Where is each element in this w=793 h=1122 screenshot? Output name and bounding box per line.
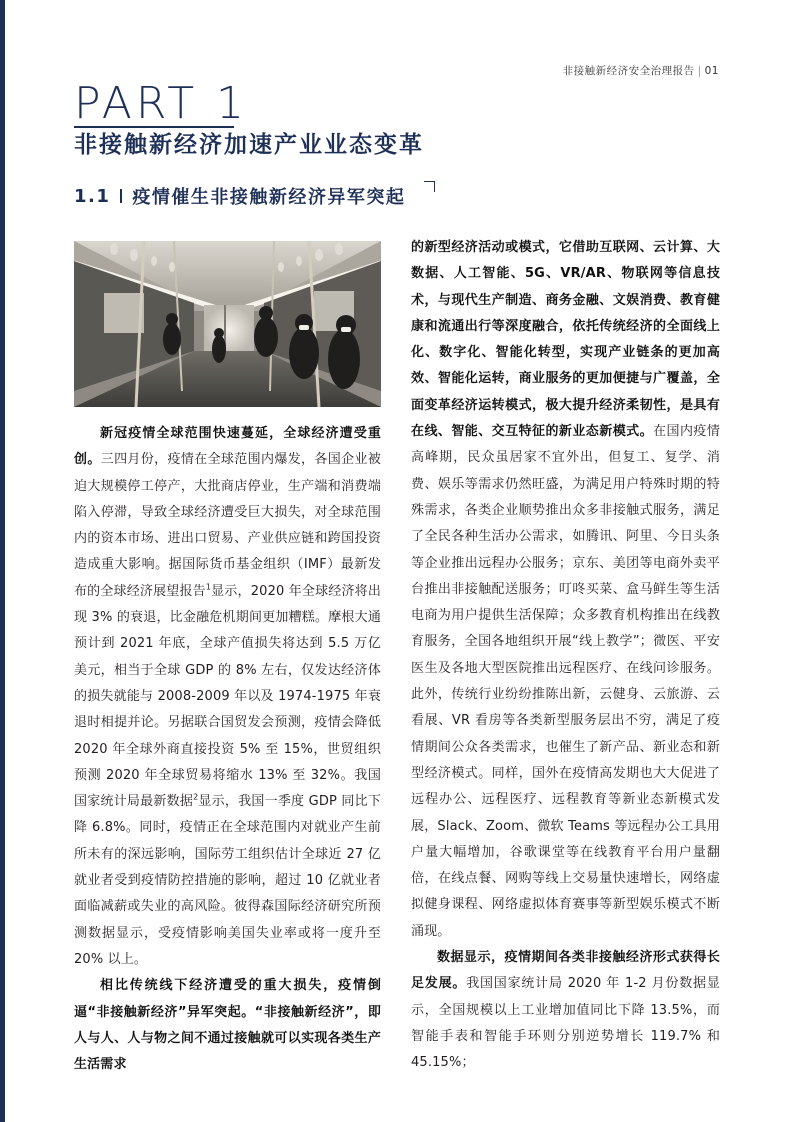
paragraph-1-body-c: 显示，我国一季度 GDP 同比下降 6.8%。同时，疫情正在全球范围内对就业产生前所未有的深远影响，国际劳工组织估计全球近 27 亿就业者受到疫情防控措施的影响，超过 10 亿就业者面临减薪或失业的高风险。彼得森国际经济研究所预测数据显示，受疫情影响美国失业率或将一度升至 20% 以上。 [74,794,381,967]
paragraph-1-body-a: 三四月份，疫情在全球范围内爆发，各国企业被迫大规模停工停产，大批商店停业，生产端和消费端陷入停滞，导致全球经济遭受巨大损失，对全球范围内的资本市场、进出口贸易、产业供应链和跨国投资造成重大影响。据国际货币基金组织（IMF）最新发布的全球经济展望报告 [74,452,381,599]
paragraph-3 [411,945,720,1076]
paragraph-2-lead-right: 的新型经济活动或模式，它借助互联网、云计算、大数据、人工智能、5G、VR/AR、物联网等信息技术，与现代生产制造、商务金融、文娱消费、教育健康和流通出行等深度融合，依托传统经济的全面线上化、数字化、智能化转型，实现产业链条的更加高效、智能化运转，商业服务的更加便捷与广覆盖，全面变革经济运转模式，极大提升经济柔韧性，是具有在线、智能、交互特征的新业态新模式。 [411,240,720,440]
left-column [74,421,381,1078]
subway-photo-illustration [74,241,381,407]
part-label-text: PART 1 [74,78,249,129]
part-title: 非接触新经济加速产业业态变革 [74,132,424,158]
paragraph-2-body: 在国内疫情高峰期，民众虽居家不宜外出，但复工、复学、消费、娱乐等需求仍然旺盛，为满足用户特殊时期的特殊需求，各类企业顺势推出众多非接触式服务，满足了全民各种生活办公需求，如腾讯、阿里、今日头条等企业推出远程办公服务；京东、美团等电商外卖平台推出非接触配送服务；叮咚买菜、盒马鲜生等生活电商为用户提供生活保障；众多教育机构推出在线教育服务，全国各地组织开展“线上教学”；微医、平安医生及各地大型医院推出远程医疗、在线问诊服务。此外，传统行业纷纷推陈出新，云健身、云旅游、云看展、VR 看房等各类新型服务层出不穷，满足了疫情期间公众各类需求，也催生了新产品、新业态和新型经济模式。同样，国外在疫情高发期也大大促进了远程办公、远程医疗、远程教育等新业态新模式发展，Slack、Zoom、微软 Teams 等远程办公工具用户量大幅增加，谷歌课堂等在线教育平台用户量翻倍，在线点餐、网购等线上交易量快速增长，网络虚拟健身课程、网络虚拟体育赛事等新型娱乐模式不断涌现。 [411,424,720,939]
section-number: 1.1 [74,185,111,207]
paragraph-1 [74,421,381,973]
section-heading [74,183,405,209]
right-column [411,235,720,1077]
paragraph-2-lead-left: 相比传统线下经济遭受的重大损失，疫情倒逼“非接触新经济”异军突起。“非接触新经济”，即人与人、人与物之间不通过接触就可以实现各类生产生活需求 [74,978,381,1073]
paragraph-1-body-b: 显示，2020 年全球经济将出现 3% 的衰退，比金融危机期间更加糟糕。摩根大通预计到 2021 年底，全球产值损失将达到 5.5 万亿美元，相当于全球 GDP 的 8% 左右，仅发达经济体的损失就能与 2008-2009 年以及 1974-1975 年衰退时相提并论。另据联合国贸发会预测，疫情会降低 2020 年全球外商直接投资 5% 至 15%，世贸组织预测 2020 年全球贸易将缩水 13% 至 32%。我国国家统计局最新数据 [74,583,381,810]
running-header [563,63,719,78]
section-divider [120,189,122,203]
paragraph-1-lead: 新冠疫情全球范围快速蔓延，全球经济遭受重创。 [74,426,381,468]
page-number: 01 [704,65,719,77]
footnote-ref-1[interactable]: 1 [205,582,212,592]
footnote-ref-2[interactable]: 2 [193,792,199,802]
subway-photo [74,241,381,407]
paragraph-2-start [74,973,381,1078]
report-title: 非接触新经济安全治理报告 [562,65,695,77]
corner-bracket-decoration [424,181,435,192]
header-separator: | [697,65,702,77]
part-label [74,80,248,128]
edge-bar [0,0,5,1122]
paragraph-3-lead: 数据显示，疫情期间各类非接触经济形式获得长足发展。 [411,950,720,992]
section-title: 疫情催生非接触新经济异军突起 [132,187,406,208]
paragraph-2-continued [411,235,720,945]
paragraph-3-body: 我国国家统计局 2020 年 1-2 月份数据显示，全国规模以上工业增加值同比下降 13.5%，而智能手表和智能手环则分别逆势增长 119.7% 和 45.15%； [411,976,720,1071]
